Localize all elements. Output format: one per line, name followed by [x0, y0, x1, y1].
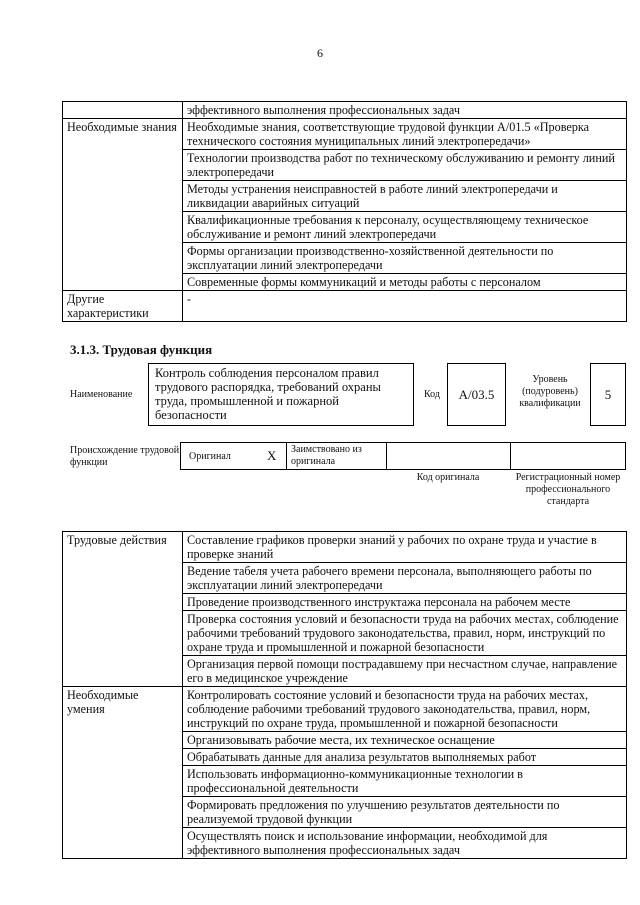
- page-number: 6: [317, 46, 323, 60]
- code-label: Код: [424, 389, 440, 400]
- knowledge-table: [62, 101, 627, 322]
- labor-action-item: Ведение табеля учета рабочего времени персонала, выполняющего работы по эксплуатации линий электропередачи: [183, 563, 627, 594]
- original-cell: [181, 443, 287, 469]
- name-label: Наименование: [70, 389, 133, 400]
- table-row: [63, 291, 627, 322]
- skill-item: Организовывать рабочие места, их техническое оснащение: [183, 732, 627, 749]
- other-characteristics-value: -: [183, 291, 627, 322]
- other-characteristics-label: Другие характеристики: [63, 291, 183, 322]
- reg-number-cell: [511, 443, 625, 469]
- labor-actions-label: Трудовые действия: [63, 532, 183, 687]
- skill-item: Осуществлять поиск и использование информации, необходимой для эффективного выполнения профессиональных задач: [183, 828, 627, 859]
- borrowed-cell: [287, 443, 387, 469]
- skill-item: Обрабатывать данные для анализа результатов выполняемых работ: [183, 749, 627, 766]
- section-heading: 3.1.3. Трудовая функция: [70, 342, 213, 357]
- knowledge-item: Методы устранения неисправностей в работе линий электропередачи и ликвидации аварийных ситуаций: [183, 181, 627, 212]
- skill-item: Контролировать состояние условий и безопасности труда на рабочих местах, соблюдение рабочими требований трудового законодательства, правил, норм, инструкций по охране труда, промышленной и пожарной безопасности: [183, 687, 627, 732]
- labor-action-item: Организация первой помощи пострадавшему при несчастном случае, направление его в медицинское учреждение: [183, 656, 627, 687]
- table-row: [63, 687, 627, 732]
- code-original-caption: Код оригинала: [416, 472, 480, 483]
- borrowed-label: Заимствовано из оригинала: [291, 444, 362, 467]
- continuation-cell: эффективного выполнения профессиональных задач: [183, 102, 627, 119]
- knowledge-item: Технологии производства работ по техническому обслуживанию и ремонту линий электропередачи: [183, 150, 627, 181]
- original-label: Оригинал: [189, 451, 231, 462]
- original-mark: X: [267, 448, 277, 463]
- labor-action-item: Проверка состояния условий и безопасности труда на рабочих местах, соблюдение рабочими требований трудового законодательства, правил, норм, инструкций по охране труда и промышленной и пожарной безопасности: [183, 611, 627, 656]
- table-row: [63, 532, 627, 563]
- function-code-value: А/03.5: [447, 363, 506, 426]
- labor-action-item: Составление графиков проверки знаний у рабочих по охране труда и участие в проверке знаний: [183, 532, 627, 563]
- qualification-level-value: 5: [590, 363, 626, 426]
- knowledge-item: Необходимые знания, соответствующие трудовой функции А/01.5 «Проверка технического состояния муниципальных линий электропередачи»: [183, 119, 627, 150]
- knowledge-item: Современные формы коммуникаций и методы работы с персоналом: [183, 274, 627, 291]
- code-original-cell: [387, 443, 511, 469]
- knowledge-item: Квалификационные требования к персоналу, осуществляющему техническое обслуживание и ремонт линий электропередачи: [183, 212, 627, 243]
- labor-action-item: Проведение производственного инструктажа персонала на рабочем месте: [183, 594, 627, 611]
- table-row: [63, 119, 627, 150]
- table-row: [63, 102, 627, 119]
- qualification-level-label: Уровень (подуровень) квалификации: [519, 374, 581, 409]
- origin-label: Происхождение трудовой функции: [70, 445, 180, 468]
- knowledge-item: Формы организации производственно-хозяйственной деятельности по эксплуатации линий электропередачи: [183, 243, 627, 274]
- knowledge-label: Необходимые знания: [63, 119, 183, 291]
- actions-skills-table: [62, 531, 627, 859]
- skill-item: Формировать предложения по улучшению результатов деятельности по реализуемой трудовой функции: [183, 797, 627, 828]
- function-name-value: Контроль соблюдения персоналом правил трудового распорядка, требований охраны труда, промышленной и пожарной безопасности: [148, 363, 414, 426]
- empty-label-cell: [63, 102, 183, 119]
- origin-row: [180, 442, 626, 470]
- skills-label: Необходимые умения: [63, 687, 183, 859]
- reg-number-caption: Регистрационный номер профессионального стандарта: [515, 472, 621, 507]
- skill-item: Использовать информационно-коммуникационные технологии в профессиональной деятельности: [183, 766, 627, 797]
